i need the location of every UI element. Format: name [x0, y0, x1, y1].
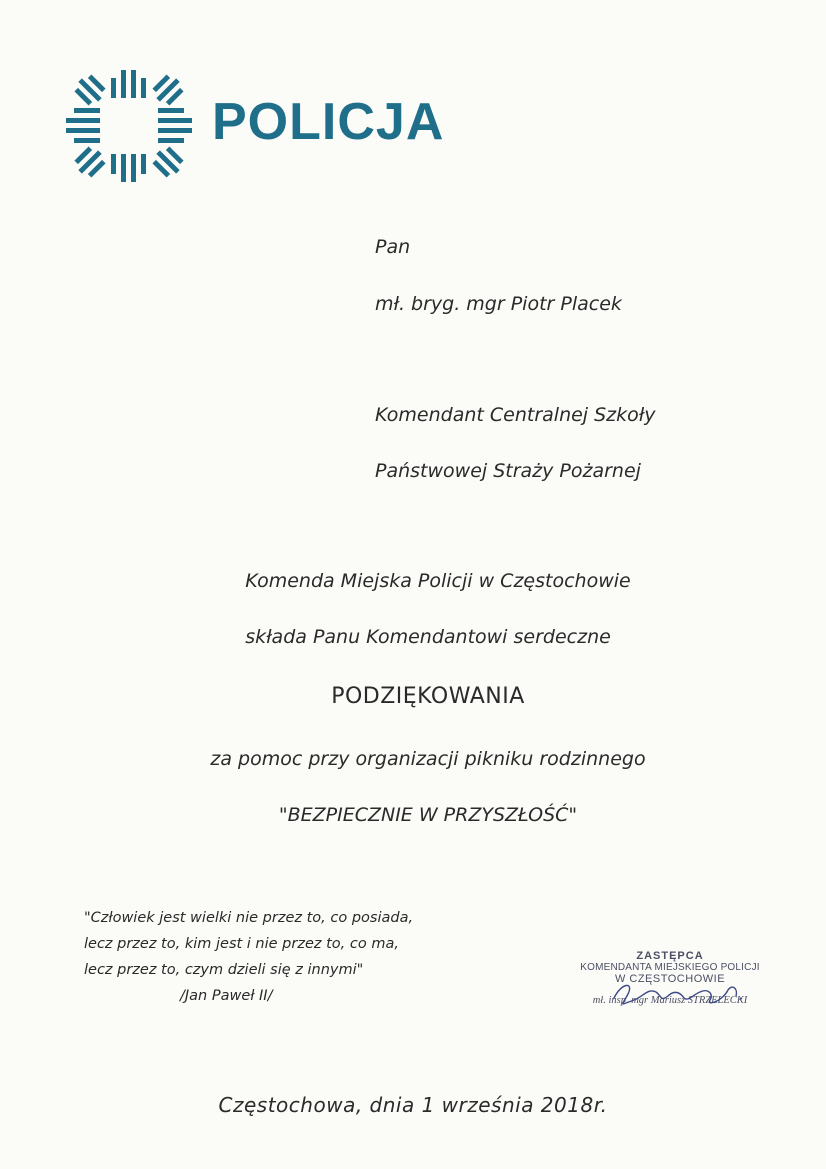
- thanks-heading: PODZIĘKOWANIA: [331, 684, 525, 709]
- logo-wordmark: POLICJA: [212, 93, 445, 151]
- stamp-signatory: mł. insp. mgr Mariusz STRZELECKI: [592, 995, 748, 1006]
- recipient-name: mł. bryg. mgr Piotr Placek: [375, 293, 622, 315]
- stamp-line-2: KOMENDANTA MIEJSKIEGO POLICJI: [580, 962, 760, 973]
- quote-block: [84, 905, 413, 1009]
- handwritten-signature: [604, 976, 754, 1012]
- quote-line-2: lecz przez to, kim jest i nie przez to, co ma,: [84, 936, 399, 952]
- stamp-line-1: ZASTĘPCA: [636, 950, 704, 962]
- event-name: "BEZPIECZNIE W PRZYSZŁOŚĆ": [278, 804, 578, 826]
- recipient-title-line2: Państwowej Straży Pożarnej: [375, 460, 641, 482]
- body-line-2: składa Panu Komendantowi serdeczne: [245, 626, 611, 648]
- stamp-line-3: W CZĘSTOCHOWIE: [614, 973, 726, 985]
- place-and-date: Częstochowa, dnia 1 września 2018r.: [218, 1093, 608, 1117]
- recipient-salutation: Pan: [375, 236, 411, 258]
- quote-line-3: lecz przez to, czym dzieli się z innymi": [84, 962, 364, 978]
- quote-line-1: "Człowiek jest wielki nie przez to, co posiada,: [84, 910, 414, 926]
- quote-author: /Jan Paweł II/: [180, 988, 273, 1004]
- recipient-title-line1: Komendant Centralnej Szkoły: [375, 404, 656, 426]
- police-star-logo-icon: [66, 66, 192, 186]
- body-line-3: za pomoc przy organizacji pikniku rodzinnego: [210, 748, 646, 770]
- body-line-1: Komenda Miejska Policji w Częstochowie: [245, 570, 631, 592]
